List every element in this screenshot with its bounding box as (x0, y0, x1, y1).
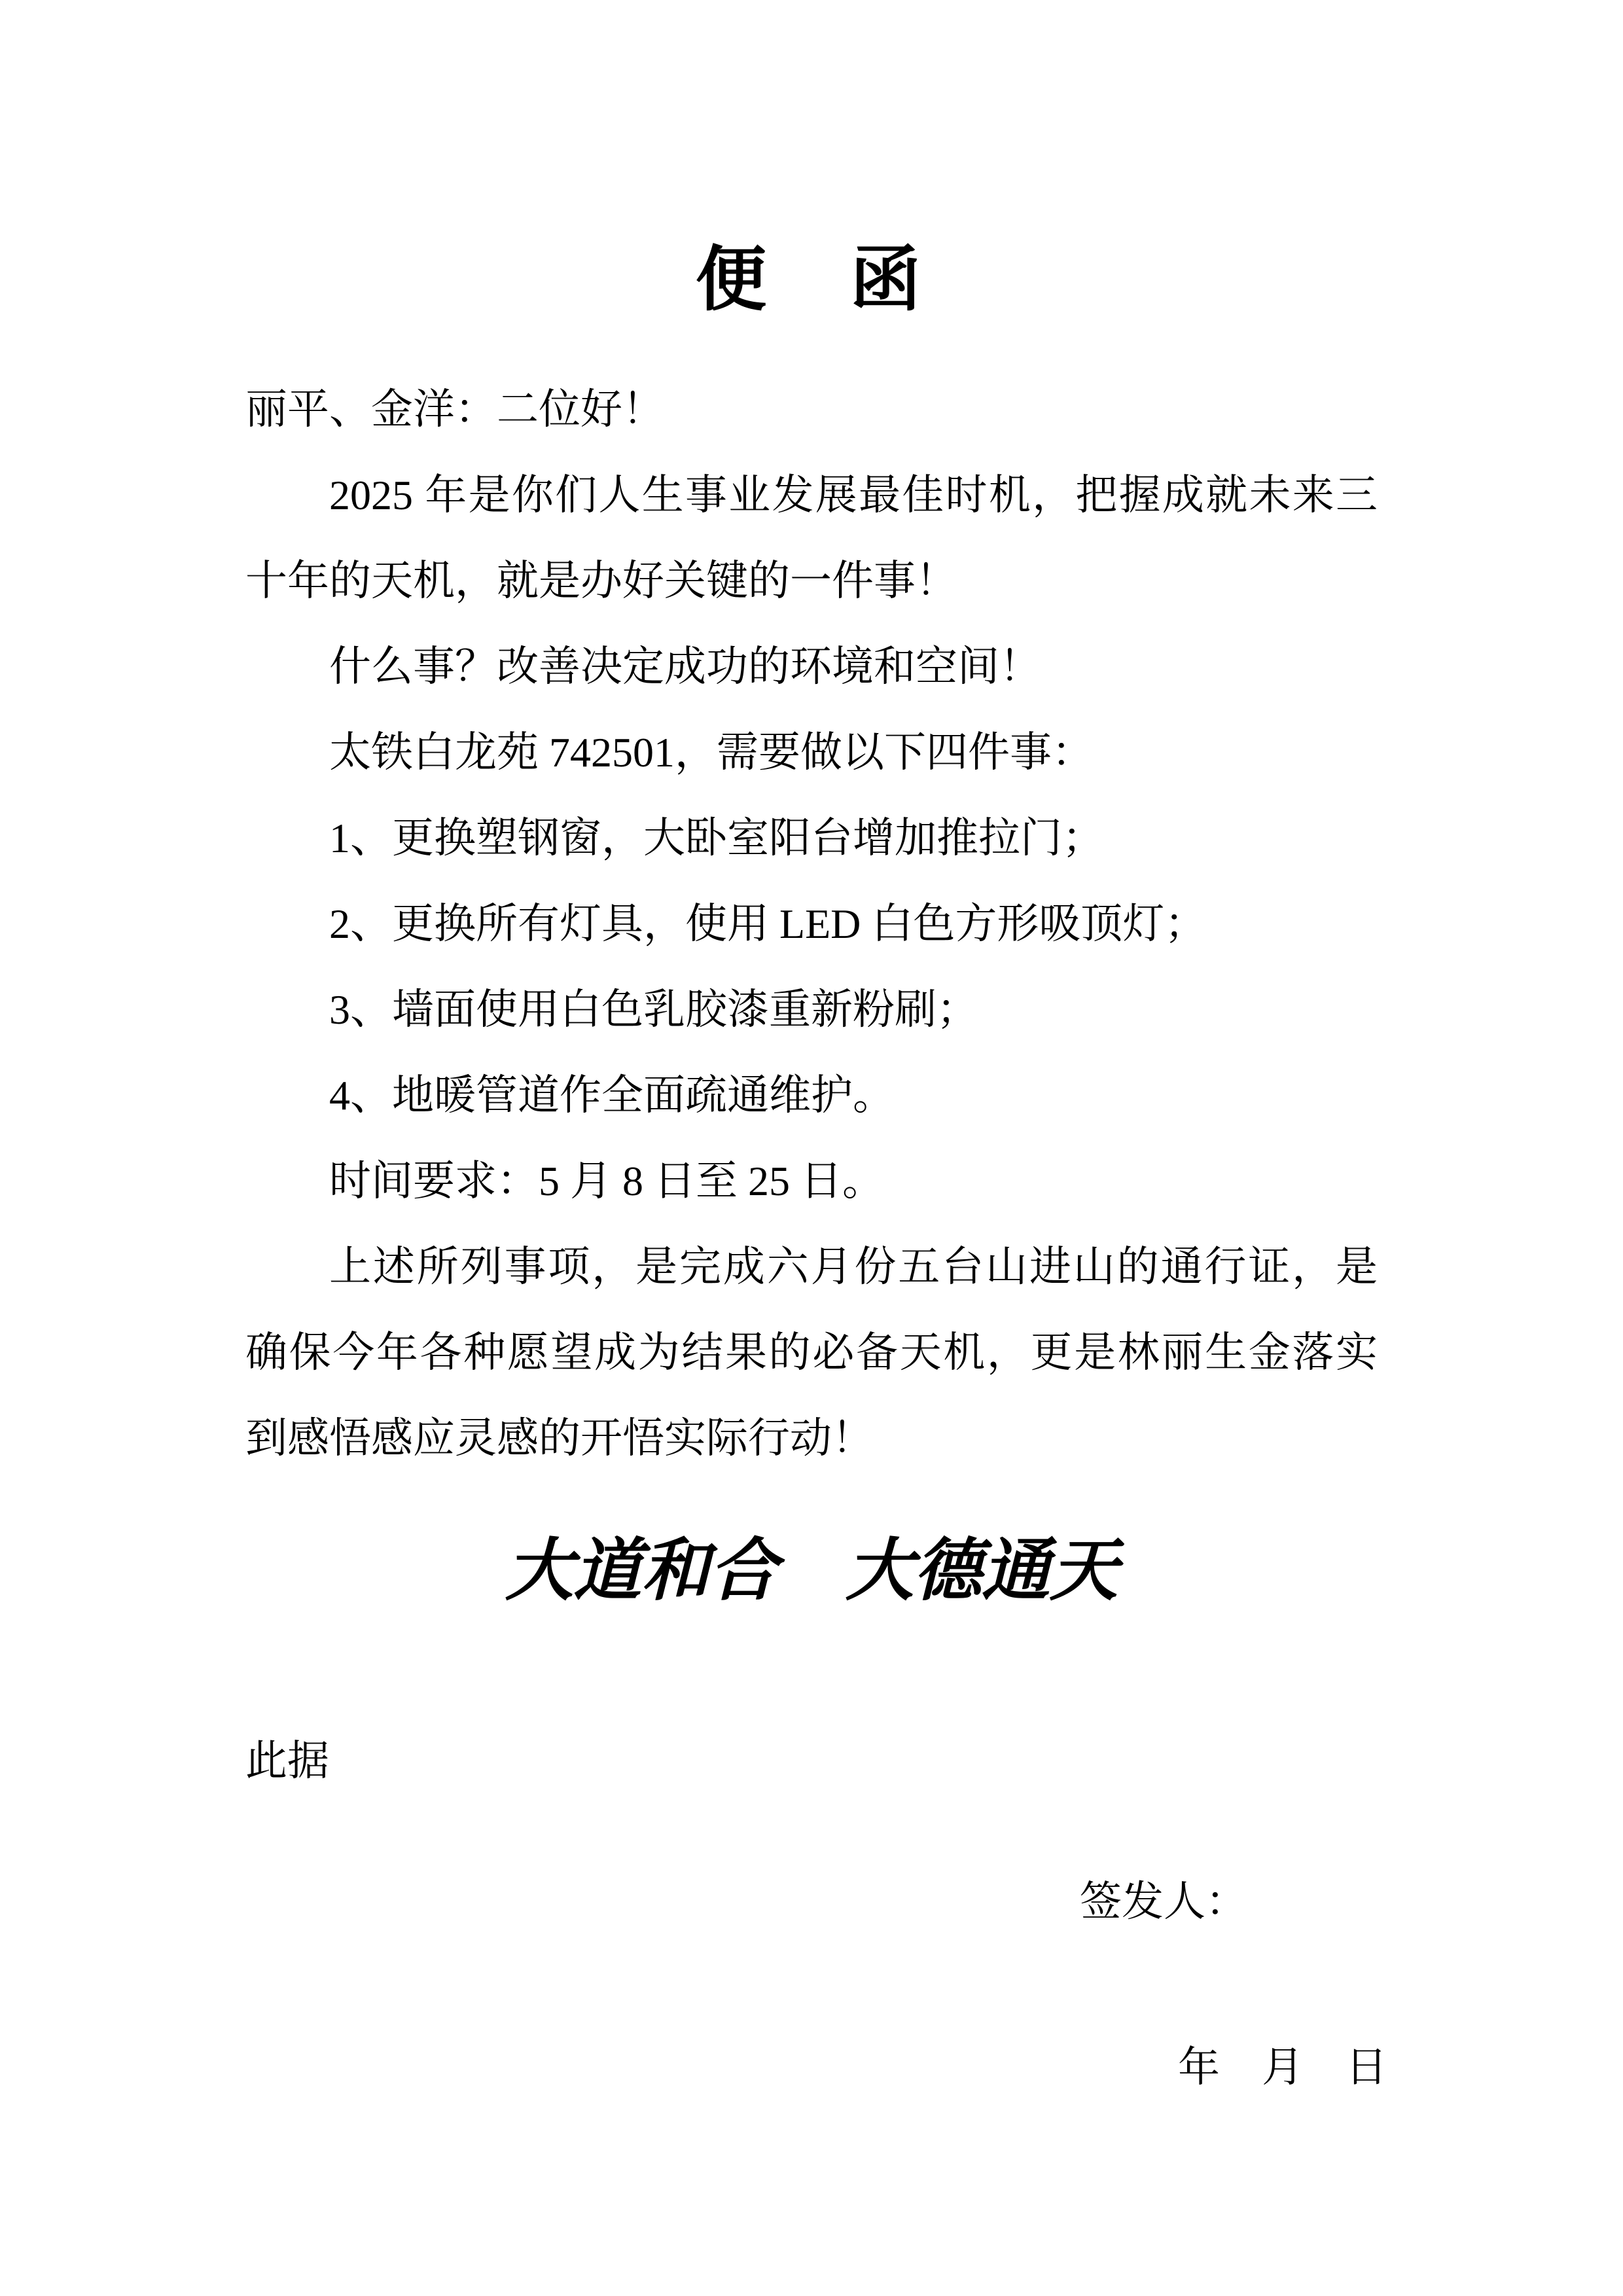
list-item-1: 1、更换塑钢窗，大卧室阳台增加推拉门； (329, 815, 1104, 861)
closing-phrase: 此据 (245, 1738, 329, 1784)
body-line: 十年的天机，就是办好关键的一件事！ (245, 558, 957, 604)
body-line: 上述所列事项，是完成六月份五台山进山的通行证，是 (329, 1244, 1378, 1290)
body-line: 2025 年是你们人生事业发展最佳时机，把握成就未来三 (329, 472, 1378, 518)
body-line: 到感悟感应灵感的开悟实际行动！ (245, 1415, 874, 1462)
date-line: 年 月 日 (1178, 2044, 1387, 2090)
list-item-2: 2、更换所有灯具，使用 LED 白色方形吸顶灯； (329, 901, 1207, 947)
greeting-line: 丽平、金洋：二位好！ (245, 386, 664, 433)
list-item-3: 3、墙面使用白色乳胶漆重新粉刷； (329, 986, 978, 1033)
list-item-4: 4、地暖管道作全面疏通维护。 (329, 1072, 895, 1119)
body-line: 太铁白龙苑 742501，需要做以下四件事： (329, 729, 1094, 776)
body-line: 什么事？改善决定成功的环境和空间！ (329, 643, 1041, 690)
body-line: 确保今年各种愿望成为结果的必备天机，更是林丽生金落实 (245, 1329, 1378, 1376)
body-line: 时间要求：5 月 8 日至 25 日。 (329, 1158, 884, 1204)
signer-label: 签发人： (1080, 1878, 1247, 1925)
memo-body (245, 367, 1378, 1481)
slogan-calligraphy: 大道和合 大德通天 (505, 1534, 1118, 1609)
memo-title: 便 函 (695, 239, 927, 321)
